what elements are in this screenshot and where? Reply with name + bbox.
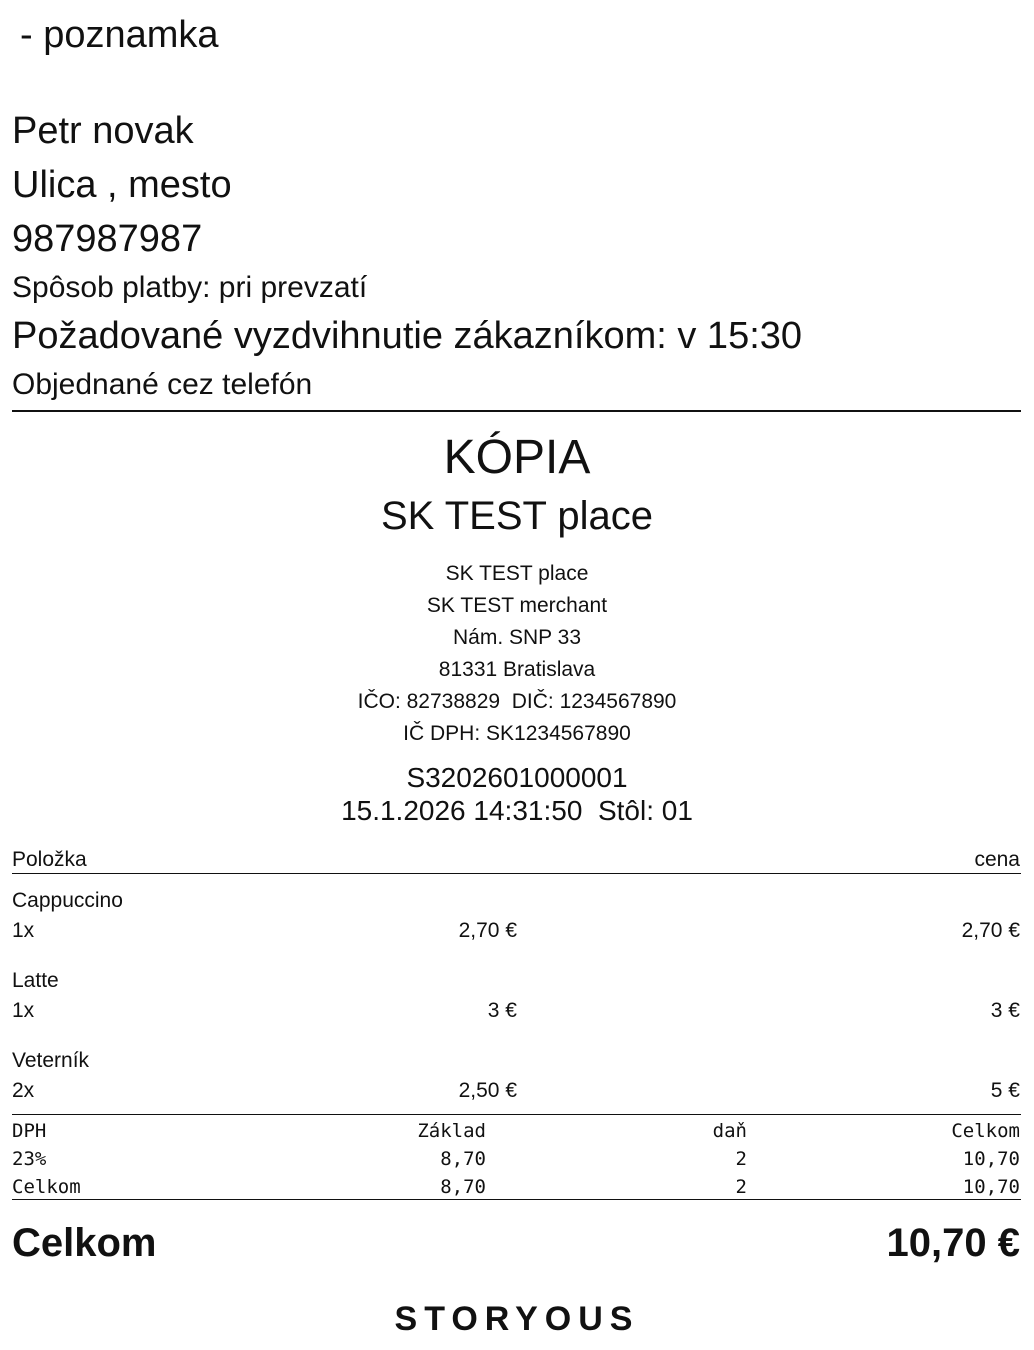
storyous-logo: STORYOUS: [394, 1300, 640, 1338]
item-name: Cappuccino: [12, 889, 123, 912]
vat-id: IČ DPH: SK1234567890: [403, 722, 631, 745]
receipt-datetime: 15.1.2026 14:31:50 Stôl: 01: [341, 795, 693, 826]
item-unit-price: 3 €: [487, 999, 517, 1022]
vat-header-rate: DPH: [12, 1120, 47, 1142]
divider: [12, 1199, 1021, 1200]
place-name: SK TEST place: [445, 562, 589, 585]
item-name: Veterník: [12, 1049, 90, 1072]
vat-cell: 8,70: [440, 1176, 486, 1198]
total-label: Celkom: [12, 1221, 157, 1265]
divider: [12, 873, 1021, 874]
payment-method: Spôsob platby: pri prevzatí: [12, 271, 368, 304]
vat-header-tax: daň: [712, 1120, 747, 1142]
vat-header-total: Celkom: [951, 1120, 1020, 1142]
vat-cell: 10,70: [962, 1176, 1020, 1198]
item-qty: 1x: [12, 999, 35, 1022]
order-note: - poznamka: [20, 14, 219, 56]
vat-cell: Celkom: [12, 1176, 81, 1198]
vat-header-base: Základ: [417, 1120, 486, 1142]
vat-cell: 10,70: [962, 1148, 1020, 1170]
order-channel: Objednané cez telefón: [12, 368, 313, 401]
item-qty: 2x: [12, 1079, 35, 1102]
customer-phone: 987987987: [12, 218, 203, 260]
place-title: SK TEST place: [381, 494, 653, 538]
company-ids: IČO: 82738829 DIČ: 1234567890: [357, 690, 677, 713]
divider: [12, 410, 1021, 412]
item-total: 3 €: [990, 999, 1020, 1022]
items-header-item: Položka: [12, 848, 87, 871]
copy-label: KÓPIA: [443, 431, 591, 484]
receipt-number: S3202601000001: [406, 762, 628, 793]
items-header-price: cena: [974, 848, 1020, 871]
total-value: 10,70 €: [886, 1221, 1020, 1265]
city-address: 81331 Bratislava: [438, 658, 596, 681]
vat-cell: 23%: [12, 1148, 47, 1170]
street-address: Nám. SNP 33: [453, 626, 581, 649]
item-name: Latte: [12, 969, 59, 992]
vat-cell: 2: [735, 1176, 747, 1198]
divider: [12, 1114, 1021, 1115]
pickup-time: Požadované vyzdvihnutie zákazníkom: v 15:30: [12, 315, 803, 357]
item-total: 2,70 €: [961, 919, 1020, 942]
item-qty: 1x: [12, 919, 35, 942]
item-total: 5 €: [990, 1079, 1020, 1102]
merchant-name: SK TEST merchant: [426, 594, 608, 617]
item-unit-price: 2,50 €: [458, 1079, 517, 1102]
vat-cell: 8,70: [440, 1148, 486, 1170]
customer-address: Ulica , mesto: [12, 164, 232, 206]
item-unit-price: 2,70 €: [458, 919, 517, 942]
vat-cell: 2: [735, 1148, 747, 1170]
customer-name: Petr novak: [12, 110, 194, 152]
